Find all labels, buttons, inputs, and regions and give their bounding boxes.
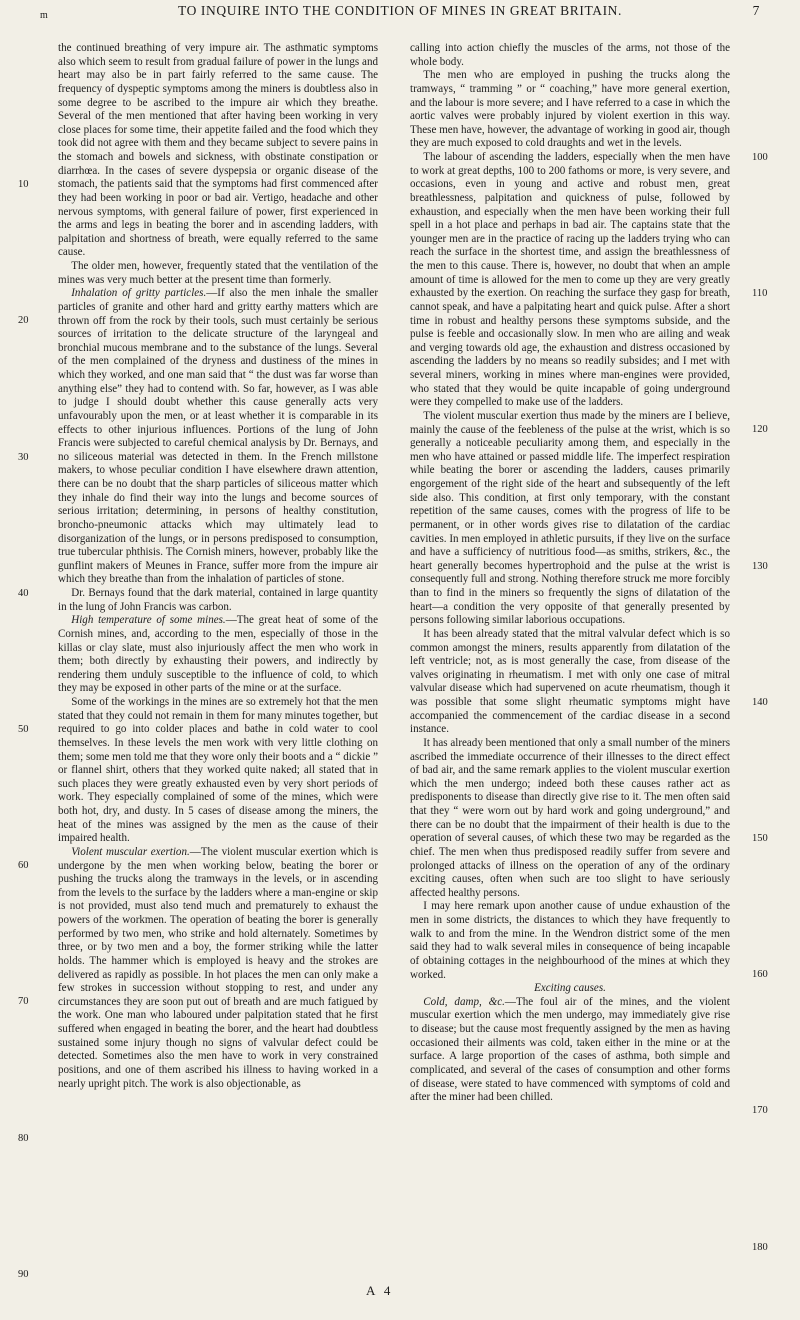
line-number: 40: [18, 587, 29, 599]
paragraph-text: The violent muscular exertion thus made by the miners are I believe, mainly the cause of the feebleness of the pulse at the wrist, which is so generally a noticeable peculiarity among them, and especially in the men who have attained or passed middle life. The imperfect respiration while beating the borer or ascending the ladders, causes primarily engorgement of the right side of the heart and subsequently of the left side also. This condition, at first only temporary, with the constant repetition of the same causes, comes with the progress of life to be permanent, or in other words gives rise to dilatation of the cardiac cavities. In men employed in athletic pursuits, if they live on the surface and have a sufficiency of nutritious food—as smiths, strikers, &c., the heart generally becomes hypertrophoid and the pulse at the wrist is consequently full and strong. Nothing therefore struck me more forcibly than to find in the miners so frequently the signs of dilatation of the heart—a condition the very opposite of that generally presented by persons following similar laborious occupations.: [410, 409, 730, 627]
running-header: [0, 3, 800, 25]
left-text-column: [58, 42, 378, 1282]
margin-mark: m: [40, 10, 49, 21]
paragraph-text: The men who are employed in pushing the trucks along the tramways, “ tramming ” or “ coaching,” have more general exertion, and the labour is more severe; and I have referred to a case in which the aortic valves were probably injured by violent exertion in this way. These men have, however, the advantage of working in good air, though they are much exposed to cold draughts and wet in the levels.: [410, 69, 730, 150]
line-number: 60: [18, 860, 29, 872]
paragraph-lead: Violent muscular exertion.: [71, 845, 190, 858]
paragraph-lead: Inhalation of gritty particles.: [71, 287, 207, 300]
line-number: 100: [752, 151, 768, 163]
paragraph-lead: Cold, damp, &c.: [423, 995, 505, 1008]
page-number: 7: [752, 3, 760, 18]
paragraph-text: —The violent muscular exertion which is undergone by the men when working below, beating the borer or pushing the trucks along the tramways in the levels, or in ascending from the levels to the surface by the ladders where a man-engine or skip is not provided, must also tend much and prematurely to exhaust the powers of the workmen. The operation of beating the borer is generally performed by two men, who strike and hold alternately. Sometimes by three, or by two men and a boy, the former striking while the latter holds. The hammer which is employed is heavy and the strokes are delivered as rapidly as possible. In hot places the men can only make a few strokes in succession without stopping to rest, and under any circumstances they are soon put out of breath and are much fatigued by the work. One man who laboured under palpitation stated that he first suffered when engaged in beating the borer, and the heart had doubtless sustained some injury though no signs of valvular defect could be detected. Sometimes also the men have to work in very constrained positions, and one of them ascribed his illness to having worked in a nearly upright pitch. The work is also objectionable, as: [58, 845, 378, 1090]
signature-mark: A 4: [366, 1283, 394, 1298]
paragraph-text: —The foul air of the mines, and the violent muscular exertion which the men undergo, may immediately give rise to disease; but the cause most frequently assigned by the men as having occasioned their ailments was cold, taken either in the mine or at the surface. A large proportion of the cases of asthma, both simple and complicated, and several of the cases of consumption and other forms of disease, were stated to have commenced with symptoms of cold and after the miner had been chilled.: [410, 995, 730, 1104]
paragraph-text: —The great heat of some of the Cornish mines, and, according to the men, especially of those in the killas or clay slate, must also injuriously affect the men who work in them; both directly by exhausting their powers, and indirectly by rendering them unduly susceptible to the influence of cold, to which they may be exposed in other parts of the mine or at the surface.: [58, 614, 378, 695]
line-number: 120: [752, 424, 768, 436]
line-number: 90: [18, 1268, 29, 1280]
paragraph: [410, 900, 730, 982]
paragraph: [410, 410, 730, 628]
paragraph: [58, 614, 378, 696]
paragraph-text: I may here remark upon another cause of undue exhaustion of the men in some districts, the distances to which they have frequently to walk to and from the mine. In the Wendron district some of the men said they had to walk several miles in consequence of being incapable of obtaining cottages in the neighbourhood of the mines at which they worked.: [410, 900, 730, 981]
line-number: 140: [752, 696, 768, 708]
paragraph: [410, 151, 730, 410]
line-number: 170: [752, 1105, 768, 1117]
line-number: 130: [752, 560, 768, 572]
paragraph: [410, 42, 730, 69]
paragraph-text: Exciting causes.: [534, 982, 606, 995]
paragraph-text: It has already been mentioned that only a small number of the miners ascribed the immediate occurrence of their illnesses to the direct effect of bad air, and the same remark applies to the violent muscular exertion which the men undergo; indeed both these causes rather act as predisponents to disease than directly give rise to it. The men often said that they “ were worn out by hard work and going underground,” and there can be no doubt that the impairment of their health is due to the operation of several causes, of which these two may be regarded as the chief. The men when thus predisposed readily suffer from severe and prolonged attacks of illness on the operation of any of the ordinary exciting causes, often when such are too slight to have seriously affected healthy persons.: [410, 736, 730, 899]
paragraph-lead: High temperature of some mines.: [71, 614, 226, 627]
paragraph: [410, 737, 730, 901]
paragraph-text: The older men, however, frequently stated that the ventilation of the mines was very much better at the present time than formerly.: [58, 260, 378, 286]
line-number: 150: [752, 832, 768, 844]
line-number: 10: [18, 179, 29, 191]
line-number: 70: [18, 996, 29, 1008]
paragraph: [410, 996, 730, 1105]
paragraph: [58, 846, 378, 1091]
right-text-column: [410, 42, 730, 1282]
line-number: 110: [752, 288, 768, 300]
paragraph: [58, 587, 378, 614]
line-number: 20: [18, 315, 29, 327]
paragraph-text: the continued breathing of very impure air. The asthmatic symptoms also which seem to result from gradual failure of power in the lungs and heart may also be in part fairly referred to the same cause. The frequency of dyspeptic symptoms among the miners is doubtless also in some degree to be ascribed to the impure air which they breathe. Several of the men mentioned that after having been working in very close places for some time, their appetite failed and the food which they took did not agree with them and they became subject to severe pains in the stomach and bowels and sickness, with obstinate constipation or diarrhœa. In the cases of severe dyspepsia or organic disease of the stomach, the patients said that the symptoms had first commenced after they had been working in poor or bad air. Vertigo, headache and other nervous symptoms, with general failure of power, first experienced in the arms and legs in beating the borer and in ascending ladders, with palpitation and shortness of breath, were equally referred to the same cause.: [58, 42, 378, 259]
subheading: [410, 982, 730, 996]
paragraph-text: Some of the workings in the mines are so extremely hot that the men stated that they could not remain in them for many minutes together, but required to go into colder places and bathe in cold water to cool themselves. In these levels the men work with very little clothing on them; some men told me that they wore only their boots and a “ dickie ” or flannel shirt, others that they worked quite naked; all stated that in such places they were greatly exhausted even by very short periods of work. They especially complained of some of the mines, which were both hot, dry, and dusty. In 5 cases of disease among the miners, the heat of the mines was assigned by the men as the cause of their impaired health.: [58, 696, 378, 845]
paragraph: [410, 628, 730, 737]
paragraph: [58, 696, 378, 846]
paragraph: [58, 42, 378, 260]
paragraph-text: calling into action chiefly the muscles of the arms, not those of the whole body.: [410, 42, 730, 68]
paragraph-text: It has been already stated that the mitral valvular defect which is so common amongst the miners, results apparently from dilatation of the left ventricle; not, as is most generally the case, from disease of the valves originating in rheumatism. I met with only one case of mitral valvular disease which had supervened on acute rheumatism, though it was possible that some slight rheumatic symptoms might have accompanied the commencement of the cardiac disease in a second instance.: [410, 627, 730, 736]
paragraph-text: The labour of ascending the ladders, especially when the men have to work at great depths, 100 to 200 fathoms or more, is very severe, and occasions, even in young and active and robust men, great breathlessness, palpitation and quickness of pulse, followed by exhaustion, and especially when the men have been working their full spell in a hot place and perhaps in bad air. The captains state that the younger men are in the practice of racing up the ladders trying who can reach the surface in the shortest time, and assign the breathlessness of the men to this cause. There is, however, no doubt that when an ample amount of time is allowed for the men to come up they are very greatly exhausted by the exertion. On reaching the surface they gasp for breath, cannot speak, and have a palpitating heart and quick pulse. After a short time in robust and healthy persons these symptoms subside, and the pulse is feeble and occasionally slow. In men who are ailing and weak and verging towards old age, the exhaustion and distress occasioned by ascending the ladders by no means so readily subsides; and I met with several miners, working in mines where man-engines were provided, who stated that they would be quite incapable of going underground were they compelled to make use of the ladders.: [410, 151, 730, 409]
line-number: 160: [752, 969, 768, 981]
paragraph: [58, 260, 378, 287]
paragraph: [58, 287, 378, 587]
line-number: 30: [18, 451, 29, 463]
paragraph-text: —If also the men inhale the smaller particles of granite and other hard and gritty earthy matters which are thrown off from the rock by their tools, such must certainly be serious sources of irritation to the delicate structure of the laryngeal and bronchial mucous membrane and to the substance of the lungs. Several of the men complained of the dryness and dustiness of the mines in which they worked, and one man said that “ the dust was far worse than anything else” they had to contend with. So far, however, as I was able to judge I should doubt whether this cause generally acts very unfavourably upon the men, or at least whether it is comparable in its effects to other injurious influences. Portions of the lung of John Francis were subjected to careful chemical analysis by Dr. Bernays, and no siliceous material was detected in them. In the French millstone makers, to whose peculiar condition I have elsewhere drawn attention, there can be no doubt that the sharp particles of siliceous matter which they inhale do find their way into the lungs and become sources of serious irritation; determining, in persons of healthy constitution, broncho-pneumonic attacks which may ultimately lead to disorganization of the lungs, or in persons predisposed to consumption, true tubercular phthisis. The Cornish miners, however, probably like the gunflint makers of Meunes in France, suffer more from the impure air which they breathe than from the inhalation of particles of stone.: [58, 287, 378, 586]
paragraph: [410, 69, 730, 151]
line-number: 50: [18, 724, 29, 735]
paragraph-text: Dr. Bernays found that the dark material, contained in large quantity in the lung of John Francis was carbon.: [58, 587, 378, 613]
line-number: 180: [752, 1241, 768, 1253]
running-title: TO INQUIRE INTO THE CONDITION OF MINES IN GREAT BRITAIN.: [178, 3, 622, 18]
line-number: 80: [18, 1132, 29, 1144]
